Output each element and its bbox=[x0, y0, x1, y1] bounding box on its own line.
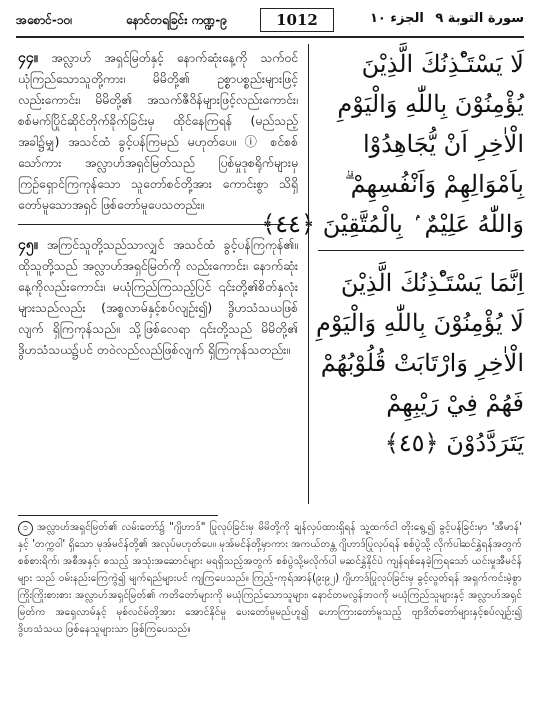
verse-number: ၄၅။ bbox=[18, 237, 38, 253]
verse-number: ၄၄။ bbox=[18, 50, 38, 66]
verse-text: အကြင်သူတို့သည်သာလျှင် အသင်ထံ ခွင့်ပန်ကြကုန်၏။ ထိုသူတို့သည် အလ္လာဟ်အရှင်မြတ်ကို လည်းကောင်း၊ နောက်ဆုံးနေ့ကိုလည်းကောင်း၊ မယုံကြည်ကြသည့်ပြင် ၎င်းတို့၏စိတ်နှလုံးများသည်လည်း (အစ္စလာမ်နှင့်စပ်လျဉ်း၍) ဒွိဟသံသယဖြစ်လျက် ရှိကြကုန်သည်။ သို့ဖြစ်လေရာ ၎င်းတို့သည် မိမိတို့၏ ဒွိဟသံသယ၌ပင် တဝဲလည်လည်ဖြစ်လျက် ရှိကြကုန်သတည်း။ bbox=[18, 238, 298, 357]
arabic-separator bbox=[318, 250, 524, 251]
volume-label: အစောင်-၁၀၊ bbox=[16, 13, 73, 27]
footnote-text: အလ္လာဟ်အရှင်မြတ်၏ လမ်းတော်၌ "ဂျိဟာဒ်" ပြုလုပ်ခြင်းမှ မိမိတို့ကို ချန်လှပ်ထားရှိရန် သူ့ထက်ငါ တိုးရွေ့၍ ခွင့်ပန်ခြင်းမှာ 'အီမာန်' နှင့် 'တက္ကဝါ' ရှိသော မုအ်မင်န်တို့၏ အလုပ်မဟုတ်ပေ။ မုအ်မင်န်တို့မှာကား အကယ်တန္တ ဂျိဟာဒ်ပြုလုပ်ရန် စစ်ပွဲသို့ လိုက်ပါဆင်နွှဲရန်အတွက် စစ်စားရိက်၊ အစီအနှင့်၊ စသည့် အသုံးအဆောင်များ မရရှိသည့်အတွက် စစ်ပွဲသို့မလိုက်ပါ မဆင်နွှဲနိုင်ပဲ ကျန်ရစ်နေခဲ့ကြရသော် ယင်းမှုအီမင်န်များ သည် ဝမ်းနည်းကြေကွဲ၍ မျက်ရည်များပင် ကျကြပေသည်။ ကြည့်-ကုရ်အာန်(၉း၉၂) ဂျိဟာဒ်ပြုလုပ်ခြင်းမှ ခွင့်လွတ်ရန် အရှက်ကင်းမဲ့စွာ ကြိုးကြိုးစားစား အလ္လာဟ်အရှင်မြတ်၏ ကတိတော်များကို မယုံကြည်သောသူများ၊ နောင်တမလွန်ဘဝကို မယုံကြည်သူများနှင့် အလ္လာဟ်အရှင်မြတ်က အရှေလာမ်နှင့် မုစ်လင်မ်တို့အား အောင်နိုင်မှု ပေးတော်မူမည်ဟူ၍ ဟောကြားတော်မူသည့် ဗျာဒိတ်တော်များနှင့်စပ်လျဉ်း၍ ဒွိဟသံသယ ဖြစ်နေသူများသာ ဖြစ်ကြပေသည်။ bbox=[18, 522, 522, 635]
surah-label: سورة التوبة ٩ bbox=[435, 11, 524, 26]
arabic-line: لَا يُؤْمِنُوْنَ بِاللّٰهِ وَالْيَوْمِ bbox=[316, 309, 524, 337]
arabic-line: يَتَرَدَّدُوْنَ ﴿٤٥﴾ bbox=[384, 429, 524, 457]
translation-column bbox=[18, 48, 298, 361]
arabic-verse-45 bbox=[318, 263, 524, 463]
arabic-column bbox=[261, 44, 524, 463]
section-title: နောင်တရခြင်း ကဏ္ဍ-၉ bbox=[126, 13, 228, 27]
arabic-line: الْاٰخِرِ اَنْ يُّجَاهِدُوْا bbox=[363, 130, 524, 158]
juz-label: الجزء ١٠ bbox=[370, 11, 424, 26]
arabic-line: وَاللّٰهُ عَلِيْمٌ ۢ بِالْمُتَّقِيْنَ ﴿٤٤﴾ bbox=[261, 210, 524, 238]
arabic-line: لَا يَسْتَـْٔذِنُكَ الَّذِيْنَ bbox=[361, 50, 524, 78]
arabic-line: بِاَمْوَالِهِمْ وَاَنْفُسِهِمْ ۗ bbox=[344, 170, 524, 198]
arabic-line: يُؤْمِنُوْنَ بِاللّٰهِ وَالْيَوْمِ bbox=[337, 90, 524, 118]
page-header bbox=[16, 6, 524, 38]
footnote-marker: ၁ bbox=[18, 521, 33, 536]
arabic-line: اِنَّمَا يَسْتَـْٔذِنُكَ الَّذِيْنَ bbox=[340, 269, 524, 297]
verse-text: အလ္လာဟ် အရှင်မြတ်နှင့် နောက်ဆုံးနေ့ကို သက်ဝင်ယုံကြည်သောသူတို့ကား၊ မိမိတို့၏ ဥစ္စာပစ္စည်းများဖြင့်လည်းကောင်း၊ မိမိတို့၏ အသက်ဇီဝိန်များဖြင့်လည်းကောင်း၊ စစ်မက်ပြိုင်ဆိုင်တိုက်ခိုက်ခြင်းမှ ထိုင်နေကြရန် (မည်သည့်အခါ၌မျှ) အသင်ထံ ခွင့်ပန်ကြမည် မဟုတ်ပေ။ ⓘ စင်စစ်သော်ကား အလ္လာဟ်အရှင်မြတ်သည် ပြစ်မှုဒုစရိုက်များမှ ကြဉ်ရှောင်ကြကုန်သော သူတော်စင်တို့အား ကောင်းစွာ သိရှိတော်မူသောအရှင် ဖြစ်တော်မူပေသတည်း။ bbox=[18, 51, 298, 212]
footnote bbox=[18, 519, 522, 638]
column-divider bbox=[308, 44, 309, 504]
verse-44-translation bbox=[18, 48, 298, 216]
arabic-line: الْاٰخِرِ وَارْتَابَتْ قُلُوْبُهُمْ bbox=[320, 349, 524, 377]
verse-45-translation bbox=[18, 235, 298, 361]
footnote-rule bbox=[18, 515, 218, 516]
verse-separator bbox=[18, 224, 298, 225]
arabic-line: فَهُمْ فِيْ رَيْبِهِمْ bbox=[386, 389, 524, 417]
page-number: 1012 bbox=[260, 8, 334, 32]
arabic-verse-44 bbox=[261, 44, 524, 244]
